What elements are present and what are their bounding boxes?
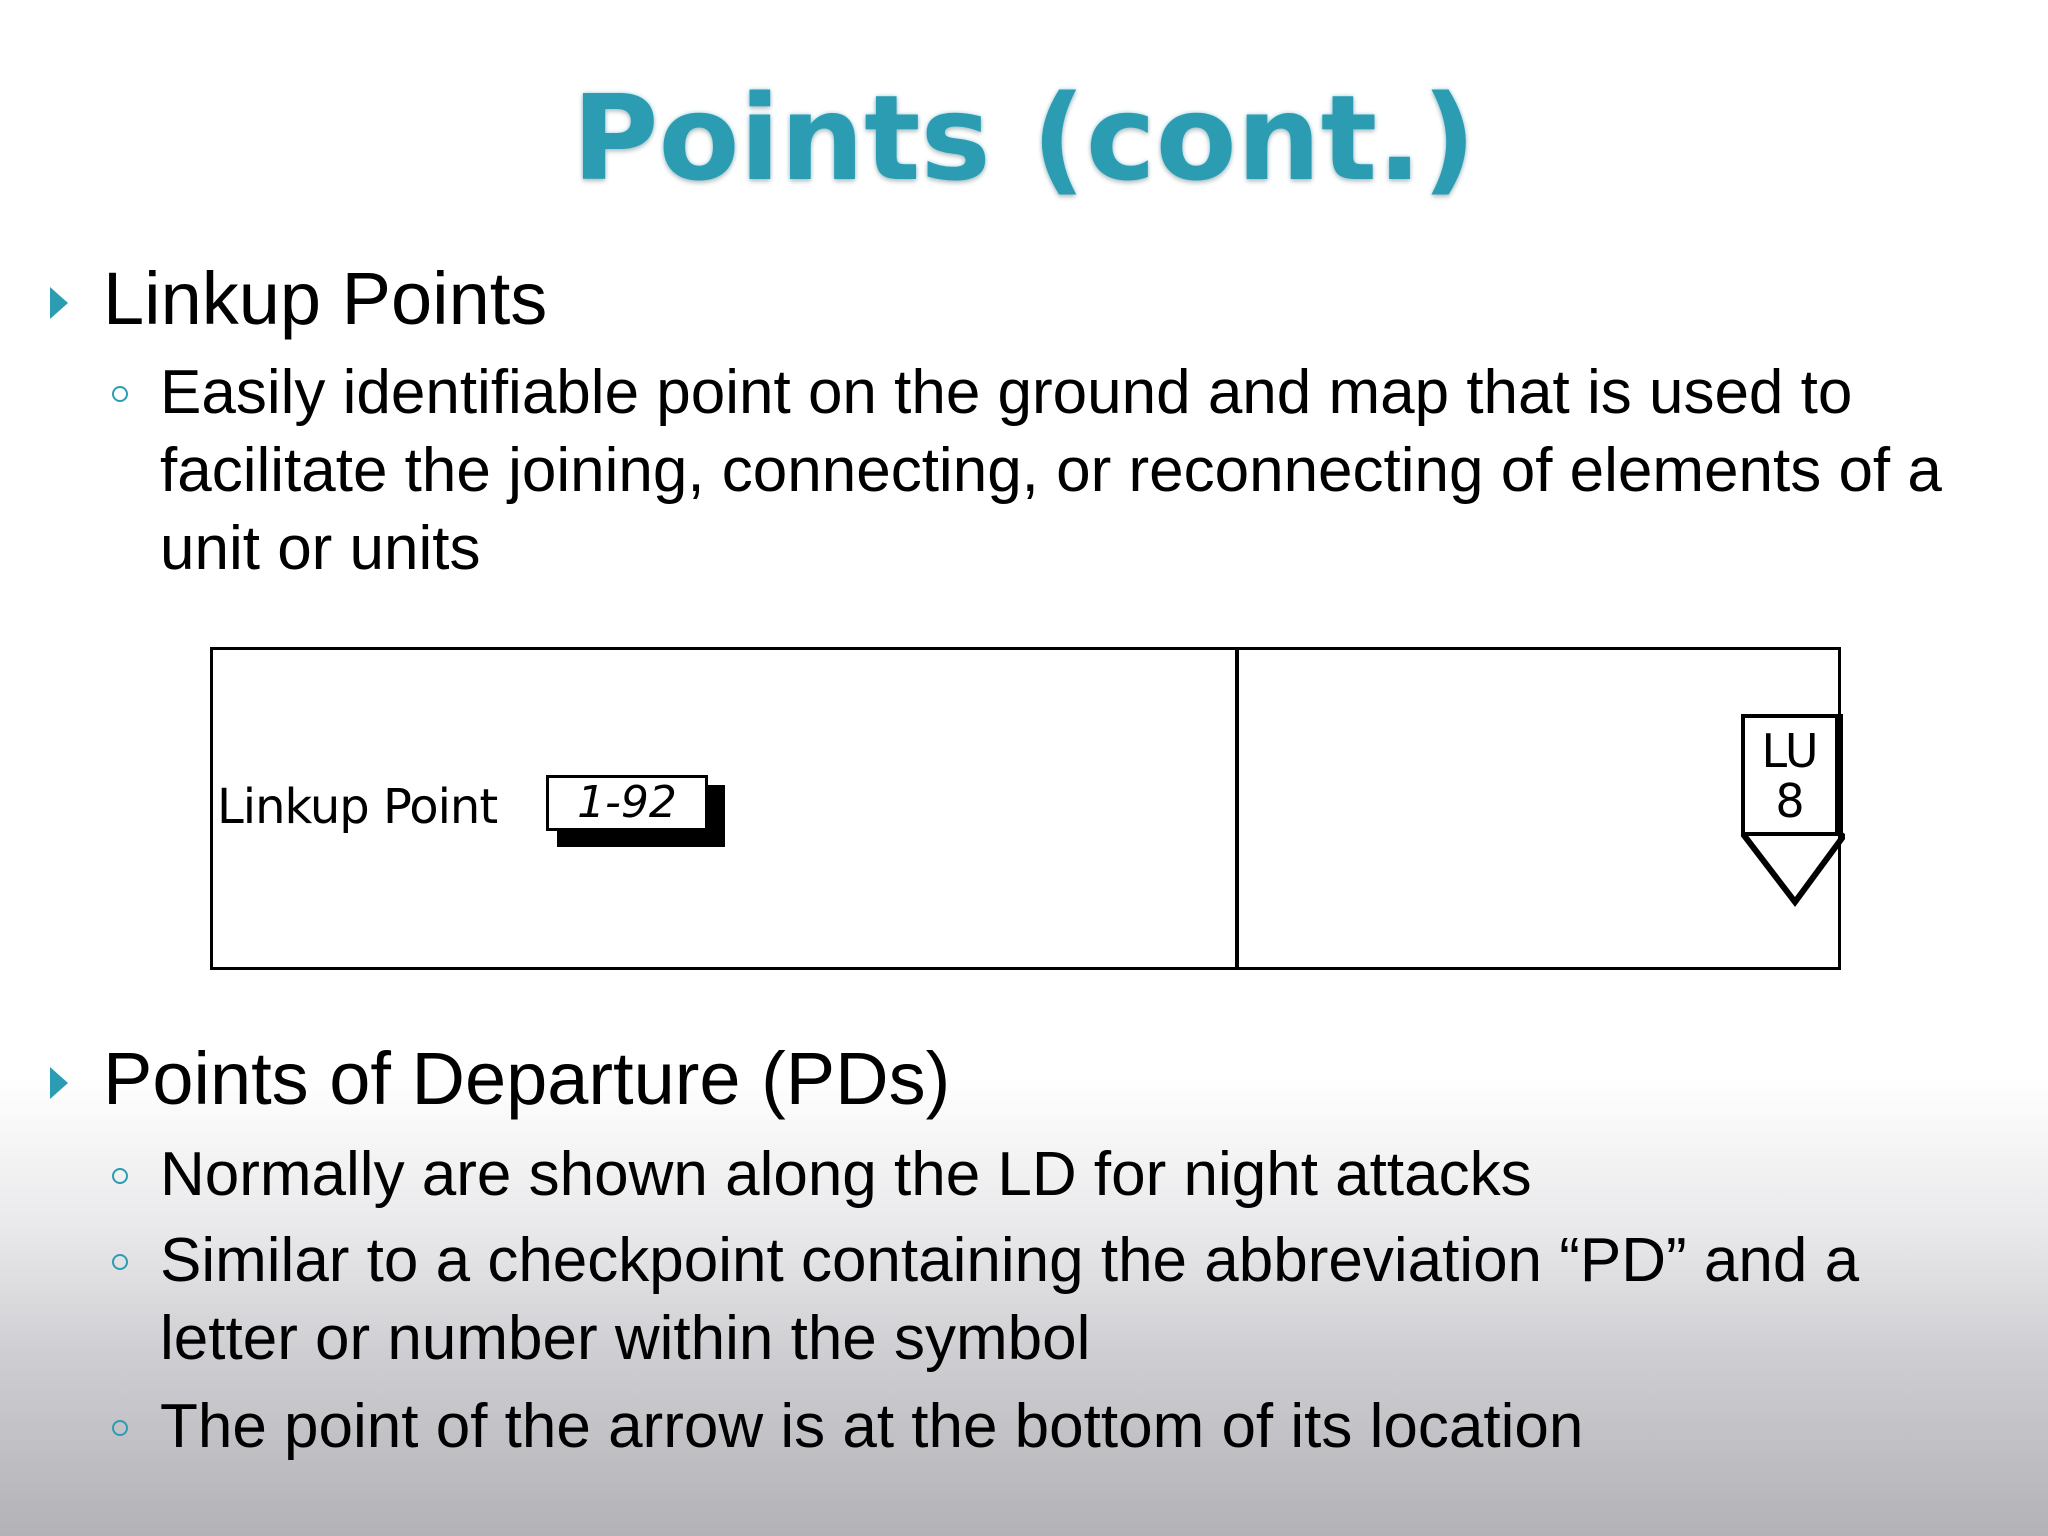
list-item-text: Normally are shown along the LD for night attacks [160,1140,1532,1209]
section-heading: Points of Departure (PDs) [103,1037,951,1120]
figure-left-label: Linkup Point [217,779,498,835]
list-item-text: Easily identifiable point on the ground and map that is used to facilitate the joining, connecting, or reconnecting of elements of a unit or units [160,358,1942,583]
down-arrow-icon [1735,830,1845,910]
bullet-ring-icon [112,1168,128,1184]
symbol-bottom-text: 8 [1775,774,1805,828]
bullet-triangle-icon [50,1067,68,1099]
slide-title: Points (cont.) [572,69,1476,207]
bullet-ring-icon [112,1420,128,1436]
figure-divider [1235,650,1239,967]
symbol-top-text: LU [1761,724,1819,778]
linkup-point-figure [210,647,1841,970]
list-item-text: Similar to a checkpoint containing the abbreviation “PD” and a letter or number within the symbol [160,1226,1860,1373]
list-item-text: The point of the arrow is at the bottom of its location [160,1392,1584,1461]
bullet-ring-icon [112,386,128,402]
symbol-box [1741,714,1839,836]
bullet-triangle-icon [50,287,68,319]
linkup-point-symbol-icon [1735,714,1845,914]
section-heading: Linkup Points [103,257,548,340]
figure-label-box: 1-92 [546,775,708,831]
bullet-ring-icon [112,1254,128,1270]
